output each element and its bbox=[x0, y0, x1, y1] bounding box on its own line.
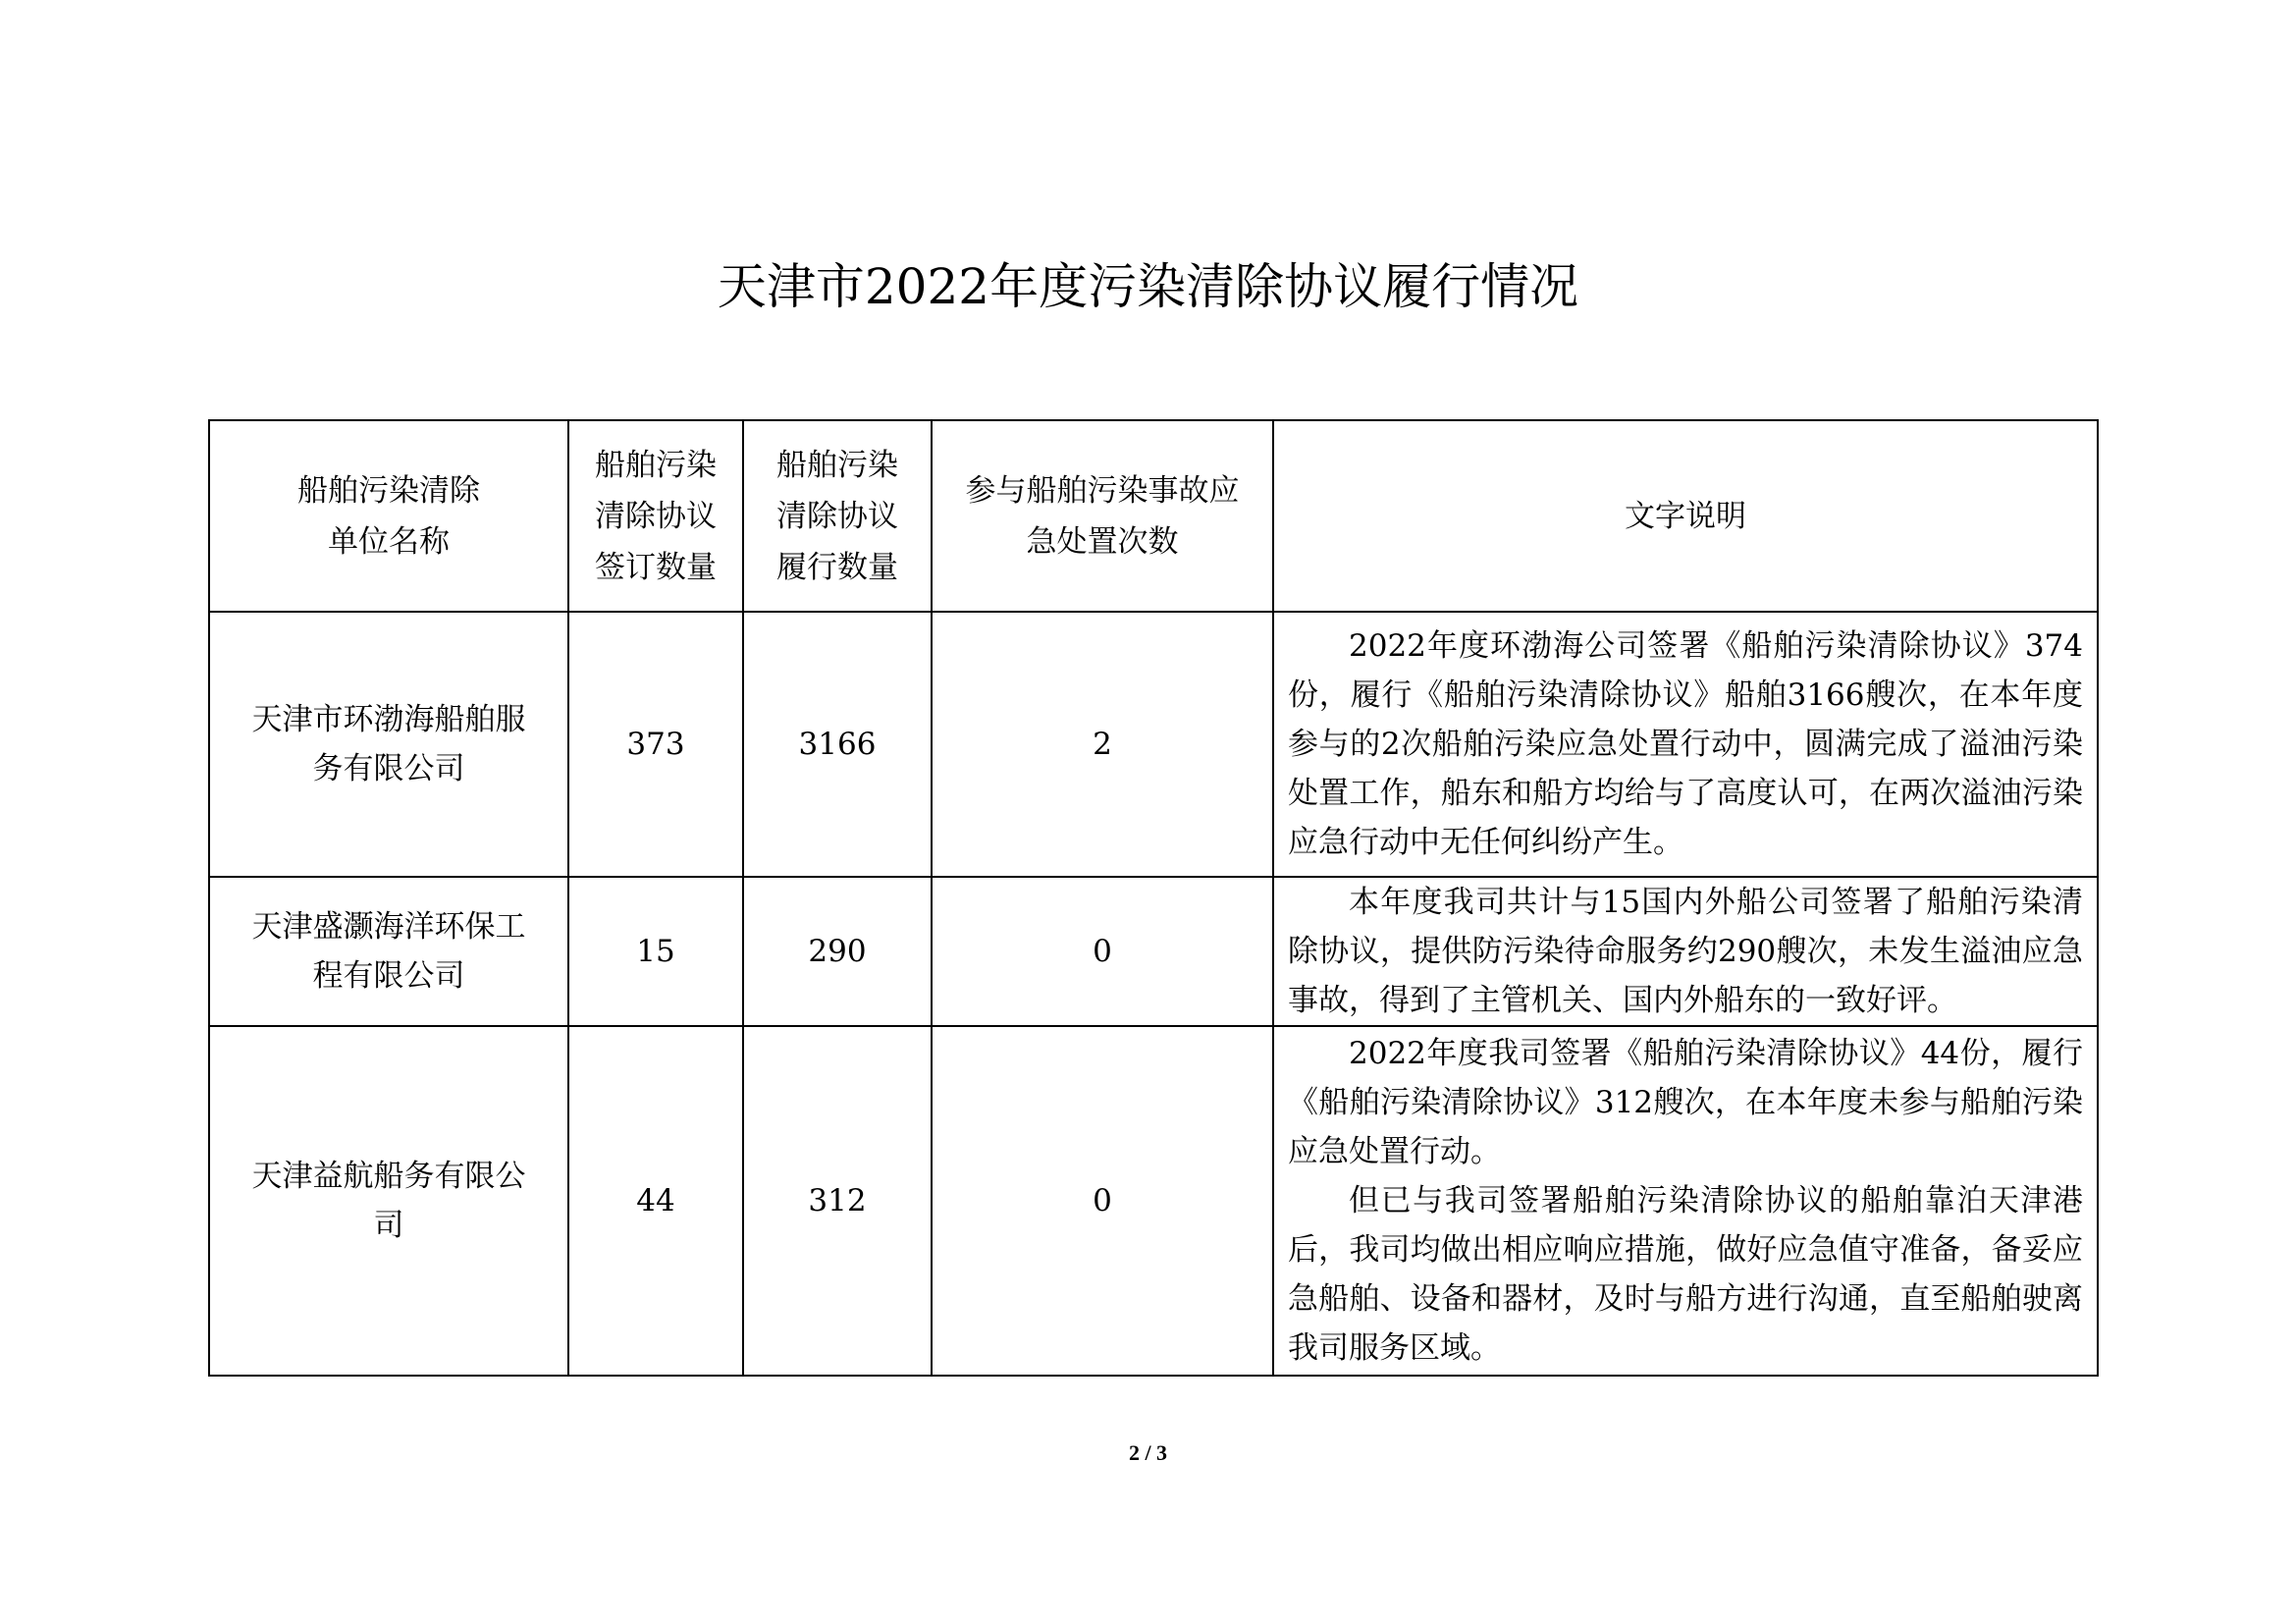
signed-count-cell: 15 bbox=[568, 877, 743, 1026]
unit-name-cell: 天津市环渤海船舶服 务有限公司 bbox=[209, 612, 568, 877]
description-paragraph: 2022年度我司签署《船舶污染清除协议》44份，履行《船舶污染清除协议》312艘次，在本年度未参与船舶污染应急处置行动。 bbox=[1288, 1036, 2083, 1169]
signed-count-cell: 44 bbox=[568, 1026, 743, 1376]
header-performed-count: 船舶污染 清除协议 履行数量 bbox=[743, 420, 932, 612]
table-header-row bbox=[209, 420, 2098, 612]
signed-count-cell: 373 bbox=[568, 612, 743, 877]
table-row bbox=[209, 877, 2098, 1026]
page-number: 2 / 3 bbox=[1128, 1440, 1168, 1465]
description-paragraph: 2022年度环渤海公司签署《船舶污染清除协议》374份，履行《船舶污染清除协议》船舶3166艘次，在本年度参与的2次船舶污染应急处置行动中，圆满完成了溢油污染处置工作，船东和船方均给与了高度认可，在两次溢油污染应急行动中无任何纠纷产生。 bbox=[1288, 628, 2083, 860]
emergency-count-cell: 2 bbox=[932, 612, 1273, 877]
performed-count-cell: 3166 bbox=[743, 612, 932, 877]
emergency-count-cell: 0 bbox=[932, 877, 1273, 1026]
description-cell bbox=[1273, 1026, 2098, 1376]
performed-count-cell: 312 bbox=[743, 1026, 932, 1376]
performed-count-cell: 290 bbox=[743, 877, 932, 1026]
header-unit-name: 船舶污染清除 单位名称 bbox=[209, 420, 568, 612]
unit-name-cell: 天津益航船务有限公 司 bbox=[209, 1026, 568, 1376]
pollution-clearance-table bbox=[208, 419, 2099, 1377]
table-row bbox=[209, 1026, 2098, 1376]
header-description: 文字说明 bbox=[1273, 420, 2098, 612]
emergency-count-cell: 0 bbox=[932, 1026, 1273, 1376]
description-paragraph: 本年度我司共计与15国内外船公司签署了船舶污染清除协议，提供防污染待命服务约290艘次，未发生溢油应急事故，得到了主管机关、国内外船东的一致好评。 bbox=[1288, 885, 2083, 1018]
unit-name-cell: 天津盛灏海洋环保工 程有限公司 bbox=[209, 877, 568, 1026]
table-row bbox=[209, 612, 2098, 877]
header-signed-count: 船舶污染 清除协议 签订数量 bbox=[568, 420, 743, 612]
description-cell bbox=[1273, 877, 2098, 1026]
header-emergency-count: 参与船舶污染事故应 急处置次数 bbox=[932, 420, 1273, 612]
description-cell bbox=[1273, 612, 2098, 877]
description-paragraph: 但已与我司签署船舶污染清除协议的船舶靠泊天津港后，我司均做出相应响应措施，做好应急值守准备，备妥应急船舶、设备和器材，及时与船方进行沟通，直至船舶驶离我司服务区域。 bbox=[1288, 1183, 2083, 1366]
document-title: 天津市2022年度污染清除协议履行情况 bbox=[717, 258, 1579, 315]
